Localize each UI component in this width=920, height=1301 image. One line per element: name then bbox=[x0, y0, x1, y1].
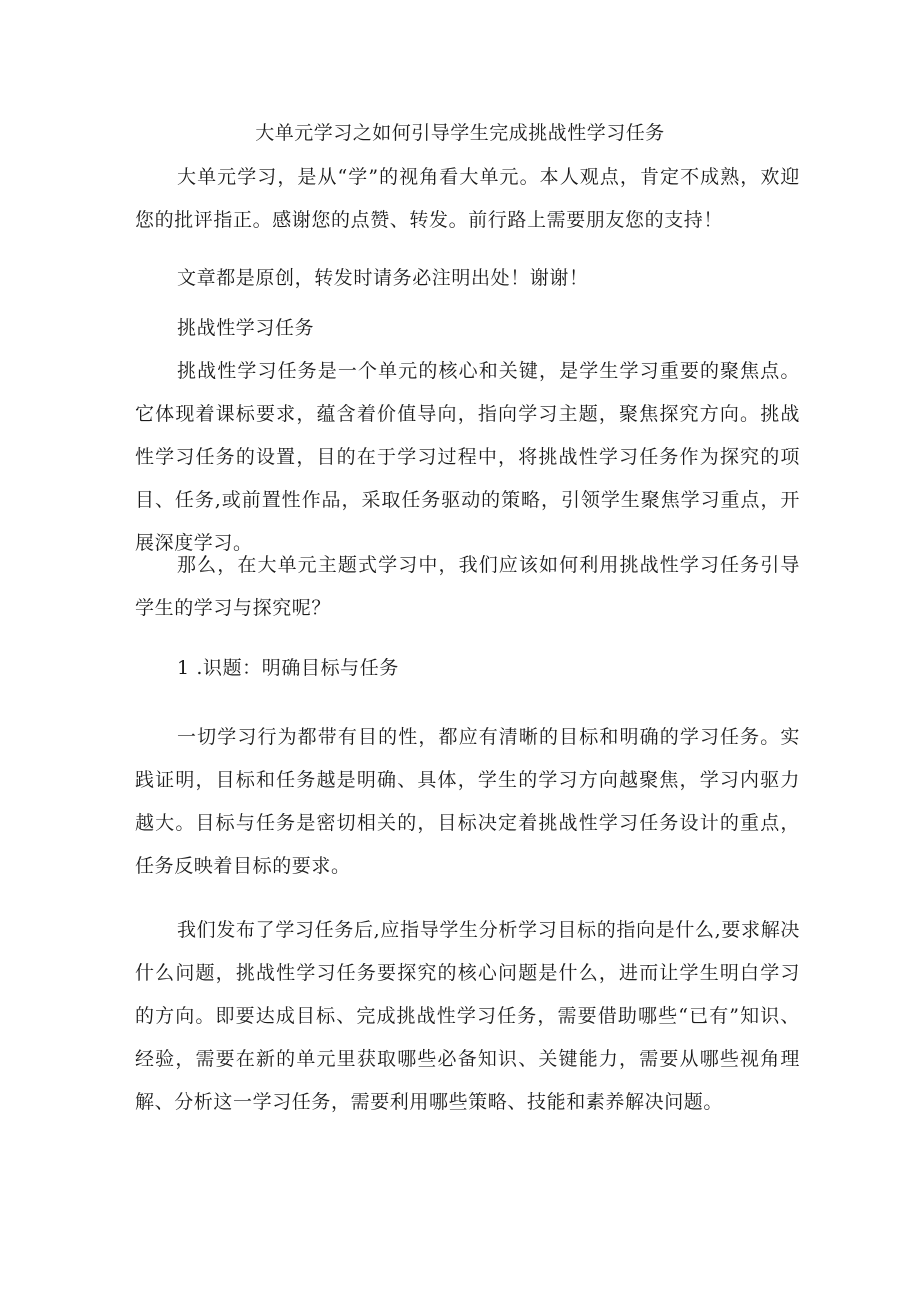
paragraph-guidance: 我们发布了学习任务后,应指导学生分析学习目标的指向是什么,要求解决什么问题，挑战性学习任务要探究的核心问题是什么，进而让学生明白学习的方向。即要达成目标、完成挑战性学习任务，需要借助哪些“已有”知识、经验，需要在新的单元里获取哪些必备知识、关键能力，需要从哪些视角理解、分析这一学习任务，需要利用哪些策略、技能和素养解决问题。 bbox=[135, 919, 800, 1113]
paragraph-goals: 一切学习行为都带有目的性，都应有清晰的目标和明确的学习任务。实践证明，目标和任务越是明确、具体，学生的学习方向越聚焦，学习内驱力越大。目标与任务是密切相关的，目标决定着挑战性学习任务设计的重点，任务反映着目标的要求。 bbox=[135, 726, 800, 877]
section-heading: 挑战性学习任务 bbox=[177, 317, 315, 339]
intro-paragraph: 大单元学习，是从“学”的视角看大单元。本人观点，肯定不成熟，欢迎您的批评指正。感谢您的点赞、转发。前行路上需要朋友您的支持！ bbox=[135, 166, 800, 231]
original-notice: 文章都是原创，转发时请务必注明出处！谢谢！ bbox=[177, 267, 589, 289]
question-paragraph: 那么，在大单元主题式学习中，我们应该如何利用挑战性学习任务引导学生的学习与探究呢？ bbox=[135, 554, 800, 619]
document-title: 大单元学习之如何引导学生完成挑战性学习任务 bbox=[255, 122, 665, 144]
subheading-1: 1 .识题：明确目标与任务 bbox=[177, 657, 399, 679]
section-paragraph: 挑战性学习任务是一个单元的核心和关键，是学生学习重要的聚焦点。它体现着课标要求，蕴含着价值导向，指向学习主题，聚焦探究方向。挑战性学习任务的设置，目的在于学习过程中，将挑战性学习任务作为探究的项目、任务,或前置性作品，采取任务驱动的策略，引领学生聚焦学习重点，开展深度学习。 bbox=[135, 360, 800, 554]
